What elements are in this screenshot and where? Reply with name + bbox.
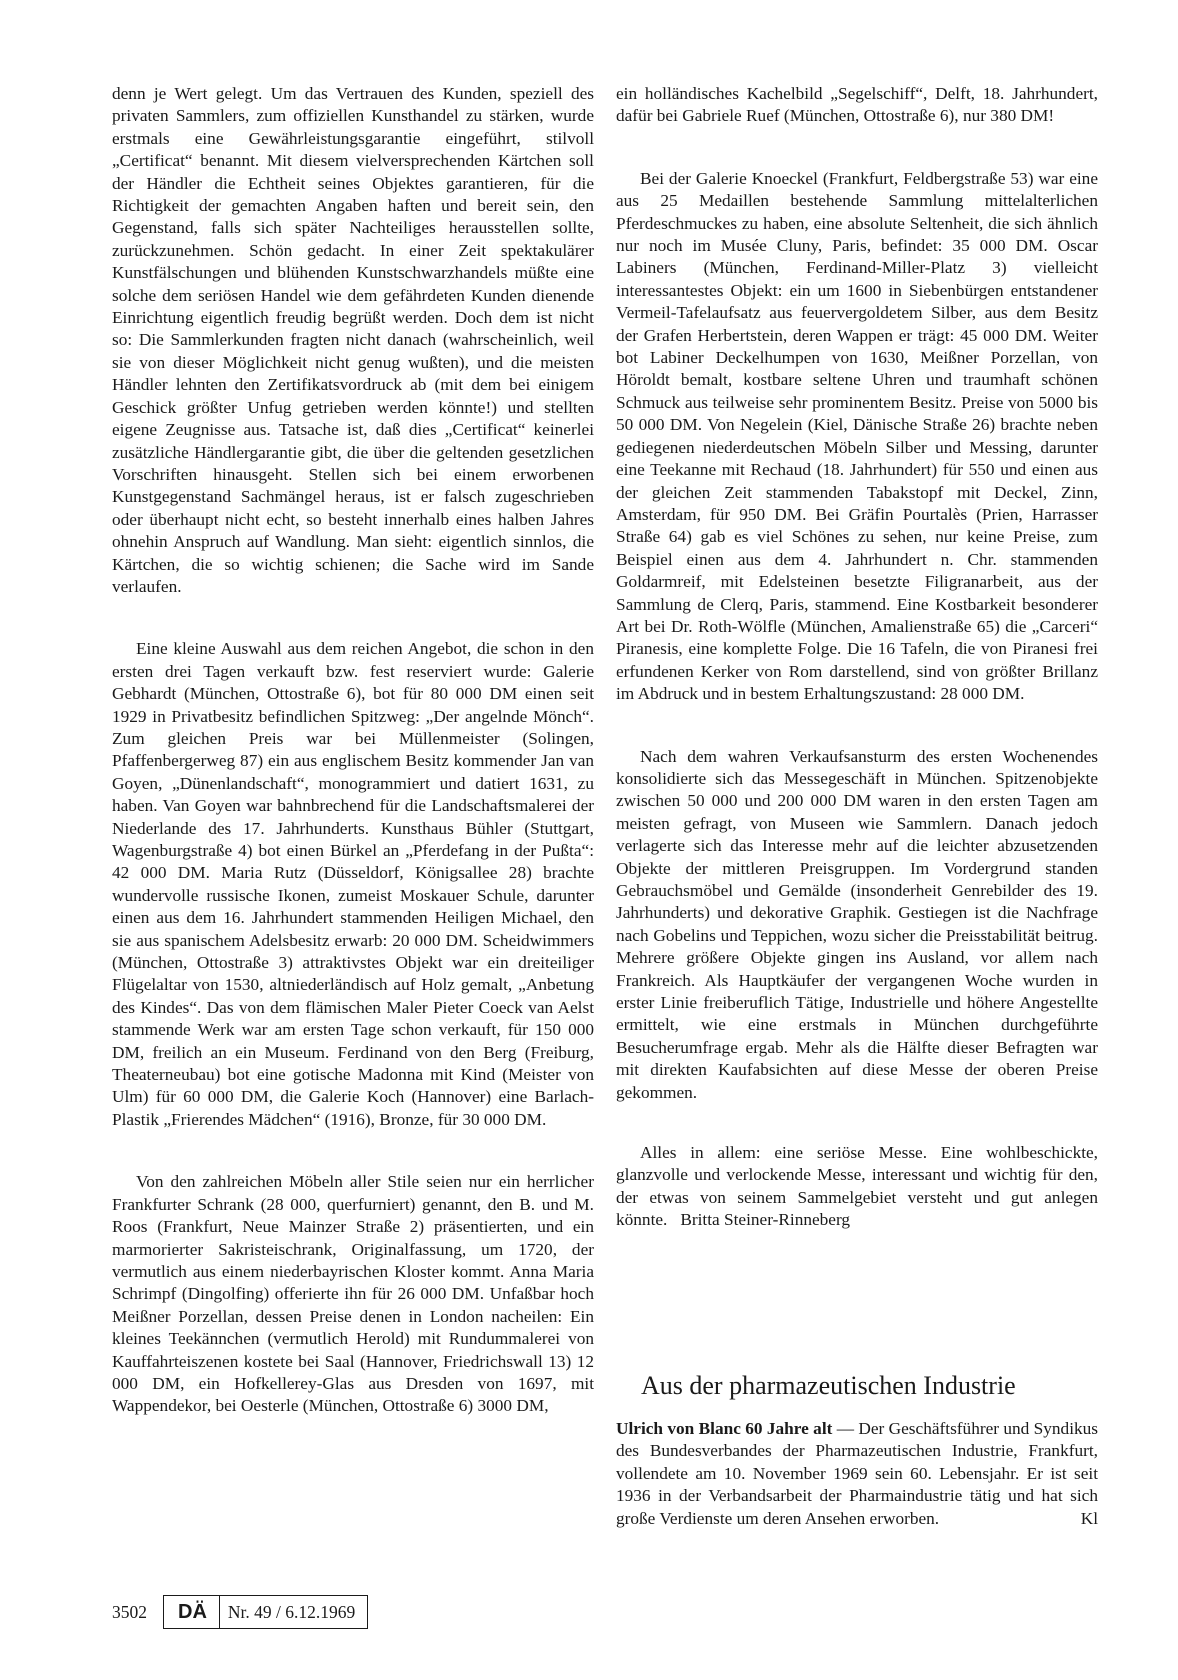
page-footer (112, 1594, 368, 1630)
news-notice (616, 1418, 1098, 1530)
article-paragraph: Bei der Galerie Knoeckel (Frankfurt, Feldbergstraße 53) war eine aus 25 Medaillen bestehende Sammlung mittelalterlichen Pferdeschmuckes zu haben, eine absolute Seltenheit, die sich ähnlich nur noch im Musée Cluny, Paris, befindet: 35 000 DM. Oscar Labiners (München, Ferdinand-Miller-Platz 3) vielleicht interessantestes Objekt: ein um 1600 in Siebenbürgen entstandener Vermeil-Tafelaufsatz aus feuervergoldetem Silber, aus dem Besitz der Grafen Herbertstein, deren Wappen er trägt: 45 000 DM. Weiter bot Labiner Deckelhumpen von 1630, Meißner Porzellan, von Höroldt bemalt, kostbare seltene Uhren und traumhaft schönen Schmuck aus teilweise sehr prominentem Besitz. Preise von 5000 bis 50 000 DM. Von Negelein (Kiel, Dänische Straße 26) brachte neben gediegenen niederdeutschen Möbeln Silber und Messing, darunter eine Teekanne mit Rechaud (18. Jahrhundert) für 550 und einen aus der gleichen Zeit stammenden Tabakstopf mit Deckel, Zinn, Amsterdam, für 950 DM. Bei Gräfin Pourtalès (Prien, Harrasser Straße 64) gab es viel Schönes zu sehen, nur keine Preise, zum Beispiel einen aus dem 4. Jahrhundert n. Chr. stammenden Goldarmreif, mit Edelsteinen besetzte Filigranarbeit, aus der Sammlung de Clerq, Paris, stammend. Eine Kostbarkeit besonderer Art bei Dr. Roth-Wölfle (München, Amalienstraße 65) die „Carceri“ Piranesis, eine komplette Folge. Die 16 Tafeln, die von Piranesi frei erfundenen Kerker von Rom darstellend, sind von größter Brillanz im Abdruck und in bestem Erhaltungszustand: 28 000 DM. (616, 168, 1098, 704)
left-column (112, 83, 594, 1418)
page-number: 3502 (112, 1601, 147, 1622)
section-heading: Aus der pharmazeutischen Industrie (641, 1371, 1016, 1400)
journal-logo: DÄ (164, 1596, 220, 1628)
closing-text: Alles in allem: eine seriöse Messe. Eine wohlbeschickte, glanzvolle und verlockende Messe, interessant und wichtig für den, der etwas von seinem Sammelgebiet versteht und gut anlegen könnte. (616, 1143, 1098, 1230)
right-column (616, 83, 1098, 1232)
journal-masthead (163, 1595, 368, 1629)
notice-lead: Ulrich von Blanc 60 Jahre alt (616, 1419, 833, 1438)
article-paragraph: ein holländisches Kachelbild „Segelschiff“, Delft, 18. Jahrhundert, dafür bei Gabriele Ruef (München, Ottostraße 6), nur 380 DM! (616, 84, 1098, 126)
issue-info: Nr. 49 / 6.12.1969 (227, 1601, 356, 1622)
article-paragraph: Nach dem wahren Verkaufsansturm des ersten Wochenendes konsolidierte sich das Messegeschäft in München. Spitzenobjekte zwischen 50 000 und 200 000 DM waren in den ersten Tagen am meisten gefragt, von Museen wie Sammlern. Danach jedoch verlagerte sich das Interesse mehr auf die leichter abzusetzenden Objekte der mittleren Preisgruppen. Im Vordergrund standen Gebrauchsmöbel und Gemälde (insonderheit Genrebilder des 19. Jahrhunderts) und dekorative Graphik. Gestiegen ist die Nachfrage nach Gobelins und Teppichen, wozu sicher die Preisstabilität beitrug. Mehrere größere Objekte gingen ins Ausland, vor allem nach Frankreich. Als Hauptkäufer der vergangenen Woche wurden in erster Linie freiberuflich Tätige, Industrielle und höhere Angestellte ermittelt, wie eine erstmals in München durchgeführte Besucherumfrage ergab. Mehr als die Hälfte dieser Befragten war mit direkten Kaufabsichten auf diese Messe der oberen Preise gekommen. (616, 746, 1098, 1102)
author-signature: Britta Steiner-Rinneberg (680, 1210, 851, 1230)
article-paragraph (616, 1142, 1098, 1232)
notice-signature: Kl (1080, 1508, 1098, 1528)
article-paragraph: Von den zahlreichen Möbeln aller Stile seien nur ein herrlicher Frankfurter Schrank (28 000, querfurniert) genannt, den B. und M. Roos (Frankfurt, Neue Mainzer Straße 2) präsentierten, und ein marmorierter Sakristeischrank, Originalfassung, um 1720, der vermutlich aus einem niederbayrischen Kloster kommt. Anna Maria Schrimpf (Dingolfing) offerierte ihn für 26 000 DM. Unfaßbar hoch Meißner Porzellan, dessen Preise denen in London nacheilen: Ein kleines Teekännchen (vermutlich Herold) mit Rundummalerei von Kauffahrteiszenen kostete bei Saal (Hannover, Friedrichswall 13) 12 000 DM, ein Hofkellerey-Glas aus Dresden von 1697, mit Wappendekor, bei Oesterle (München, Ottostraße 6) 3000 DM, (112, 1172, 594, 1416)
article-paragraph: denn je Wert gelegt. Um das Vertrauen des Kunden, speziell des privaten Sammlers, zum offiziellen Kunsthandel zu stärken, wurde erstmals eine Gewährleistungsgarantie eingeführt, stilvoll „Certificat“ benannt. Mit diesem vielversprechenden Kärtchen soll der Händler die Echtheit seines Objektes garantieren, für die Richtigkeit der gemachten Angaben haften und bereit sein, den Gegenstand, falls sich später Nachteiliges herausstellen sollte, zurückzunehmen. Schön gedacht. In einer Zeit spektakulärer Kunstfälschungen und blühenden Kunstschwarzhandels müßte eine solche dem seriösen Handel wie dem gefährdeten Kunden dienende Einrichtung eigentlich freudig begrüßt werden. Doch dem ist nicht so: Die Sammlerkunden fragten nicht danach (wahrscheinlich, weil sie von dieser Möglichkeit nicht genug wußten), und die meisten Händler lehnten den Zertifikatsvordruck ab (mit dem bei einigem Geschick größter Unfug getrieben werden könnte!) und stellten eigene Zeugnisse aus. Tatsache ist, daß dies „Certificat“ keinerlei zusätzliche Händlergarantie gibt, die über die geltenden gesetzlichen Vorschriften hinausgeht. Stellen sich bei einem erworbenen Kunstgegenstand Sachmängel heraus, ist er falsch zugeschrieben oder überhaupt nicht echt, so besteht innerhalb eines halben Jahres ohnehin Anspruch auf Wandlung. Man sieht: eigentlich sinnlos, die Kärtchen, die so wichtig schienen; die Sache wird im Sande verlaufen. (112, 84, 594, 596)
notice-body: — Der Geschäftsführer und Syndikus des Bundesverbandes der Pharmazeutischen Industrie, Frankfurt, vollendete am 10. November 1969 sein 60. Lebensjahr. Er ist seit 1936 in der Verbandsarbeit der Pharmaindustrie tätig und hat sich große Verdienste um deren Ansehen erworben. (616, 1419, 1098, 1528)
article-paragraph: Eine kleine Auswahl aus dem reichen Angebot, die schon in den ersten drei Tagen verkauft bzw. fest reserviert wurde: Galerie Gebhardt (München, Ottostraße 6), bot für 80 000 DM einen seit 1929 in Privatbesitz befindlichen Spitzweg: „Der angelnde Mönch“. Zum gleichen Preis war bei Müllenmeister (Solingen, Pfaffenbergerweg 87) ein aus englischem Besitz kommender Jan van Goyen, „Dünenlandschaft“, monogrammiert und datiert 1631, zu haben. Van Goyen war bahnbrechend für die Landschaftsmalerei der Niederlande des 17. Jahrhunderts. Kunsthaus Bühler (Stuttgart, Wagenburgstraße 4) bot einen Bürkel an „Pferdefang in der Pußta“: 42 000 DM. Maria Rutz (Düsseldorf, Königsallee 28) brachte wundervolle russische Ikonen, zumeist Moskauer Schule, darunter einen aus dem 16. Jahrhundert stammenden Heiligen Michael, den sie aus spanischem Adelsbesitz erwarb: 20 000 DM. Scheidwimmers (München, Ottostraße 3) attraktivstes Objekt war ein dreiteiliger Flügelaltar von 1530, altniederländisch auf Holz gemalt, „Anbetung des Kindes“. Das von dem flämischen Maler Pieter Coeck van Aelst stammende Werk war am ersten Tage schon verkauft, für 150 000 DM, freilich an ein Museum. Ferdinand von den Berg (Freiburg, Theaterneubau) bot eine gotische Madonna mit Kind (Meister von Ulm) für 60 000 DM, die Galerie Koch (Hannover) eine Barlach-Plastik „Frierendes Mädchen“ (1916), Bronze, für 30 000 DM. (112, 639, 594, 1129)
